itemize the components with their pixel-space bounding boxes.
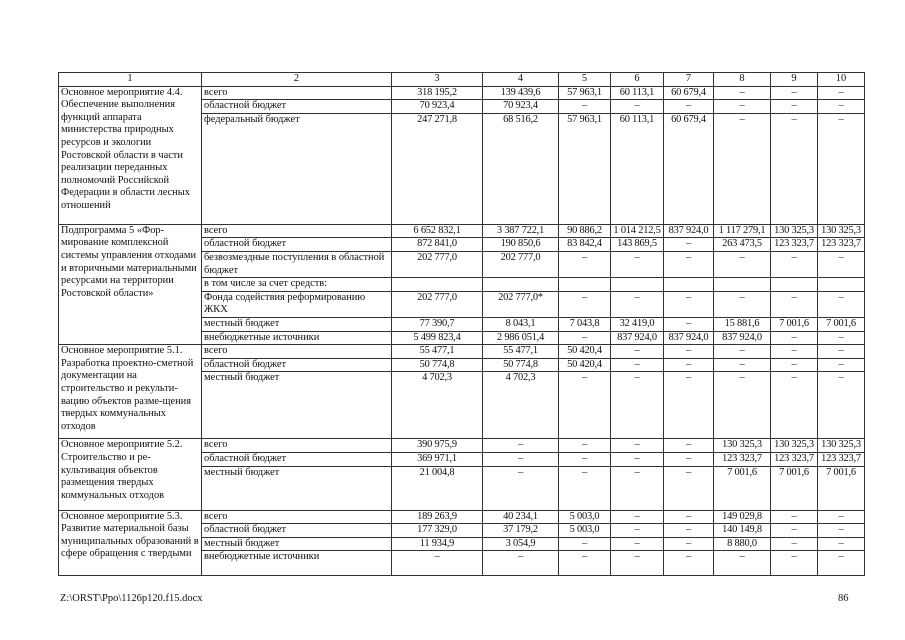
amount-cell: – bbox=[714, 251, 771, 277]
amount-cell: – bbox=[664, 466, 714, 510]
table-row bbox=[59, 510, 865, 524]
amount-cell: – bbox=[611, 345, 664, 359]
amount-cell: – bbox=[818, 251, 865, 277]
amount-cell: – bbox=[664, 524, 714, 538]
amount-cell: – bbox=[818, 537, 865, 551]
amount-cell: 202 777,0 bbox=[392, 291, 483, 317]
footer-file-path: Z:\ORST\Ppo\1126p120.f15.docx bbox=[60, 593, 203, 604]
amount-cell: 6 652 832,1 bbox=[392, 224, 483, 238]
amount-cell: 130 325,3 bbox=[818, 224, 865, 238]
amount-cell: 5 003,0 bbox=[559, 524, 611, 538]
amount-cell: 202 777,0 bbox=[392, 251, 483, 277]
amount-cell: – bbox=[818, 551, 865, 576]
amount-cell: – bbox=[611, 524, 664, 538]
amount-cell: – bbox=[771, 358, 818, 372]
amount-cell: – bbox=[664, 537, 714, 551]
amount-cell: – bbox=[714, 358, 771, 372]
amount-cell: – bbox=[483, 466, 559, 510]
amount-cell: 50 420,4 bbox=[559, 358, 611, 372]
amount-cell bbox=[818, 278, 865, 292]
amount-cell: – bbox=[611, 551, 664, 576]
amount-cell: – bbox=[818, 113, 865, 224]
funding-source-label: Фонда содействия реформированию ЖКХ bbox=[202, 291, 392, 317]
funding-source-label: внебюджетные источники bbox=[202, 331, 392, 345]
amount-cell: 837 924,0 bbox=[611, 331, 664, 345]
amount-cell: 247 271,8 bbox=[392, 113, 483, 224]
amount-cell: – bbox=[664, 251, 714, 277]
amount-cell: 123 323,7 bbox=[818, 452, 865, 466]
amount-cell: 189 263,9 bbox=[392, 510, 483, 524]
amount-cell: 130 325,3 bbox=[771, 224, 818, 238]
funding-source-label: всего bbox=[202, 345, 392, 359]
amount-cell: – bbox=[559, 331, 611, 345]
amount-cell: 2 986 051,4 bbox=[483, 331, 559, 345]
item-description: Основное мероприятие 5.3. Развитие материальной базы муниципальных образований в сфере обращения с твердыми bbox=[59, 510, 202, 576]
amount-cell bbox=[559, 278, 611, 292]
amount-cell: 202 777,0 bbox=[483, 251, 559, 277]
amount-cell: – bbox=[559, 551, 611, 576]
funding-source-label: внебюджетные источники bbox=[202, 551, 392, 576]
item-description: Основное мероприятие 5.1. Разработка проектно-сметной документации на строительство и рекульти-вацию объектов разме-щения твердых коммунальных отходов bbox=[59, 345, 202, 439]
amount-cell: 318 195,2 bbox=[392, 86, 483, 100]
column-header: 2 bbox=[202, 73, 392, 87]
amount-cell: – bbox=[664, 317, 714, 331]
item-description: Подпрограмма 5 «Фор-мирование комплексной системы управления отходами и вторичными материальными ресурсами на территории Ростовской области» bbox=[59, 224, 202, 344]
funding-source-label: областной бюджет bbox=[202, 524, 392, 538]
amount-cell: 837 924,0 bbox=[664, 331, 714, 345]
amount-cell: – bbox=[559, 452, 611, 466]
amount-cell: – bbox=[771, 331, 818, 345]
amount-cell: 60 679,4 bbox=[664, 86, 714, 100]
amount-cell: – bbox=[771, 372, 818, 439]
column-header: 7 bbox=[664, 73, 714, 87]
amount-cell: 77 390,7 bbox=[392, 317, 483, 331]
amount-cell: 70 923,4 bbox=[392, 100, 483, 114]
amount-cell: 390 975,9 bbox=[392, 439, 483, 453]
funding-source-label: всего bbox=[202, 224, 392, 238]
amount-cell: – bbox=[611, 537, 664, 551]
amount-cell: – bbox=[664, 551, 714, 576]
funding-source-label: областной бюджет bbox=[202, 358, 392, 372]
amount-cell: – bbox=[818, 100, 865, 114]
amount-cell: – bbox=[611, 291, 664, 317]
amount-cell bbox=[664, 278, 714, 292]
amount-cell: 143 869,5 bbox=[611, 238, 664, 252]
amount-cell: 5 003,0 bbox=[559, 510, 611, 524]
amount-cell: – bbox=[559, 100, 611, 114]
amount-cell: 130 325,3 bbox=[818, 439, 865, 453]
amount-cell bbox=[392, 278, 483, 292]
amount-cell: – bbox=[818, 86, 865, 100]
amount-cell: – bbox=[664, 510, 714, 524]
table-row bbox=[59, 345, 865, 359]
amount-cell: 11 934,9 bbox=[392, 537, 483, 551]
amount-cell: 369 971,1 bbox=[392, 452, 483, 466]
column-header: 10 bbox=[818, 73, 865, 87]
amount-cell: 263 473,5 bbox=[714, 238, 771, 252]
amount-cell: – bbox=[483, 439, 559, 453]
funding-source-label: областной бюджет bbox=[202, 100, 392, 114]
amount-cell: – bbox=[664, 439, 714, 453]
amount-cell bbox=[714, 278, 771, 292]
table-row bbox=[59, 86, 865, 100]
amount-cell: – bbox=[611, 251, 664, 277]
amount-cell: – bbox=[559, 537, 611, 551]
funding-source-label: местный бюджет bbox=[202, 317, 392, 331]
amount-cell: 55 477,1 bbox=[483, 345, 559, 359]
amount-cell: 3 054,9 bbox=[483, 537, 559, 551]
amount-cell: 70 923,4 bbox=[483, 100, 559, 114]
amount-cell: – bbox=[771, 510, 818, 524]
amount-cell: 7 001,6 bbox=[714, 466, 771, 510]
amount-cell: 60 679,4 bbox=[664, 113, 714, 224]
amount-cell: – bbox=[818, 345, 865, 359]
amount-cell: 7 001,6 bbox=[771, 317, 818, 331]
amount-cell: 139 439,6 bbox=[483, 86, 559, 100]
amount-cell: 32 419,0 bbox=[611, 317, 664, 331]
amount-cell: 177 329,0 bbox=[392, 524, 483, 538]
amount-cell: 83 842,4 bbox=[559, 238, 611, 252]
funding-source-label: областной бюджет bbox=[202, 452, 392, 466]
amount-cell: 130 325,3 bbox=[771, 439, 818, 453]
footer-page-number: 86 bbox=[838, 593, 849, 604]
amount-cell: – bbox=[483, 452, 559, 466]
amount-cell: 68 516,2 bbox=[483, 113, 559, 224]
amount-cell: 7 001,6 bbox=[818, 317, 865, 331]
amount-cell: – bbox=[559, 372, 611, 439]
item-description: Основное мероприятие 4.4. Обеспечение выполнения функций аппарата министерства природных ресурсов и экологии Ростовской области в части реализации переданных полномочий Российской Федерации в области лесных отношений bbox=[59, 86, 202, 224]
funding-source-label: областной бюджет bbox=[202, 238, 392, 252]
amount-cell: – bbox=[664, 345, 714, 359]
amount-cell: – bbox=[771, 251, 818, 277]
amount-cell: – bbox=[714, 86, 771, 100]
amount-cell: – bbox=[714, 551, 771, 576]
amount-cell: – bbox=[559, 291, 611, 317]
funding-source-label: в том числе за счет средств: bbox=[202, 278, 392, 292]
amount-cell: – bbox=[818, 291, 865, 317]
amount-cell: 190 850,6 bbox=[483, 238, 559, 252]
amount-cell: 3 387 722,1 bbox=[483, 224, 559, 238]
column-header: 1 bbox=[59, 73, 202, 87]
table-row bbox=[59, 439, 865, 453]
amount-cell: 123 323,7 bbox=[771, 452, 818, 466]
amount-cell bbox=[611, 278, 664, 292]
amount-cell: 50 774,8 bbox=[483, 358, 559, 372]
amount-cell: 140 149,8 bbox=[714, 524, 771, 538]
amount-cell: – bbox=[483, 551, 559, 576]
amount-cell: 15 881,6 bbox=[714, 317, 771, 331]
amount-cell: 130 325,3 bbox=[714, 439, 771, 453]
budget-table bbox=[58, 72, 865, 576]
amount-cell: – bbox=[559, 251, 611, 277]
amount-cell: 123 323,7 bbox=[771, 238, 818, 252]
column-header: 8 bbox=[714, 73, 771, 87]
amount-cell: 5 499 823,4 bbox=[392, 331, 483, 345]
amount-cell: – bbox=[664, 100, 714, 114]
amount-cell: 872 841,0 bbox=[392, 238, 483, 252]
amount-cell: – bbox=[392, 551, 483, 576]
amount-cell: 1 014 212,5 bbox=[611, 224, 664, 238]
amount-cell: – bbox=[771, 291, 818, 317]
amount-cell: – bbox=[818, 358, 865, 372]
funding-source-label: безвозмездные поступления в областной бюджет bbox=[202, 251, 392, 277]
amount-cell: 55 477,1 bbox=[392, 345, 483, 359]
funding-source-label: федеральный бюджет bbox=[202, 113, 392, 224]
amount-cell: – bbox=[611, 358, 664, 372]
amount-cell: – bbox=[771, 345, 818, 359]
amount-cell: 4 702,3 bbox=[392, 372, 483, 439]
funding-source-label: местный бюджет bbox=[202, 537, 392, 551]
amount-cell: 123 323,7 bbox=[714, 452, 771, 466]
amount-cell: 37 179,2 bbox=[483, 524, 559, 538]
amount-cell: 57 963,1 bbox=[559, 113, 611, 224]
amount-cell: 837 924,0 bbox=[714, 331, 771, 345]
amount-cell: 50 774,8 bbox=[392, 358, 483, 372]
amount-cell: – bbox=[771, 86, 818, 100]
funding-source-label: всего bbox=[202, 439, 392, 453]
amount-cell: 7 001,6 bbox=[771, 466, 818, 510]
amount-cell: – bbox=[611, 466, 664, 510]
amount-cell: – bbox=[771, 551, 818, 576]
amount-cell: – bbox=[664, 372, 714, 439]
amount-cell: 21 004,8 bbox=[392, 466, 483, 510]
amount-cell: 1 117 279,1 bbox=[714, 224, 771, 238]
table-row bbox=[59, 224, 865, 238]
funding-source-label: всего bbox=[202, 86, 392, 100]
amount-cell: 837 924,0 bbox=[664, 224, 714, 238]
amount-cell: 8 043,1 bbox=[483, 317, 559, 331]
amount-cell: – bbox=[818, 524, 865, 538]
amount-cell: 60 113,1 bbox=[611, 86, 664, 100]
amount-cell bbox=[483, 278, 559, 292]
amount-cell: 8 880,0 bbox=[714, 537, 771, 551]
amount-cell: – bbox=[611, 439, 664, 453]
amount-cell: – bbox=[818, 331, 865, 345]
amount-cell: – bbox=[714, 291, 771, 317]
amount-cell: – bbox=[664, 452, 714, 466]
amount-cell: 90 886,2 bbox=[559, 224, 611, 238]
amount-cell: – bbox=[714, 345, 771, 359]
amount-cell: – bbox=[771, 537, 818, 551]
item-description: Основное мероприятие 5.2. Строительство и ре-культивация объектов размещения твердых коммунальных отходов bbox=[59, 439, 202, 510]
amount-cell: 60 113,1 bbox=[611, 113, 664, 224]
amount-cell: 149 029,8 bbox=[714, 510, 771, 524]
amount-cell: – bbox=[611, 452, 664, 466]
funding-source-label: местный бюджет bbox=[202, 466, 392, 510]
amount-cell: – bbox=[714, 100, 771, 114]
amount-cell: 57 963,1 bbox=[559, 86, 611, 100]
amount-cell: – bbox=[611, 510, 664, 524]
amount-cell: – bbox=[714, 113, 771, 224]
amount-cell: 40 234,1 bbox=[483, 510, 559, 524]
amount-cell: – bbox=[559, 466, 611, 510]
amount-cell: – bbox=[818, 372, 865, 439]
amount-cell: – bbox=[818, 510, 865, 524]
amount-cell: – bbox=[771, 100, 818, 114]
amount-cell: 123 323,7 bbox=[818, 238, 865, 252]
amount-cell: 50 420,4 bbox=[559, 345, 611, 359]
amount-cell: – bbox=[771, 113, 818, 224]
column-header: 5 bbox=[559, 73, 611, 87]
amount-cell: – bbox=[611, 100, 664, 114]
column-header: 4 bbox=[483, 73, 559, 87]
amount-cell: – bbox=[664, 291, 714, 317]
funding-source-label: местный бюджет bbox=[202, 372, 392, 439]
amount-cell: – bbox=[714, 372, 771, 439]
amount-cell: – bbox=[559, 439, 611, 453]
amount-cell: – bbox=[771, 524, 818, 538]
amount-cell: 7 001,6 bbox=[818, 466, 865, 510]
funding-source-label: всего bbox=[202, 510, 392, 524]
table-header-row bbox=[59, 73, 865, 87]
amount-cell: – bbox=[664, 358, 714, 372]
amount-cell: 4 702,3 bbox=[483, 372, 559, 439]
amount-cell: – bbox=[664, 238, 714, 252]
column-header: 3 bbox=[392, 73, 483, 87]
amount-cell: 7 043,8 bbox=[559, 317, 611, 331]
column-header: 9 bbox=[771, 73, 818, 87]
column-header: 6 bbox=[611, 73, 664, 87]
amount-cell bbox=[771, 278, 818, 292]
amount-cell: – bbox=[611, 372, 664, 439]
amount-cell: 202 777,0* bbox=[483, 291, 559, 317]
